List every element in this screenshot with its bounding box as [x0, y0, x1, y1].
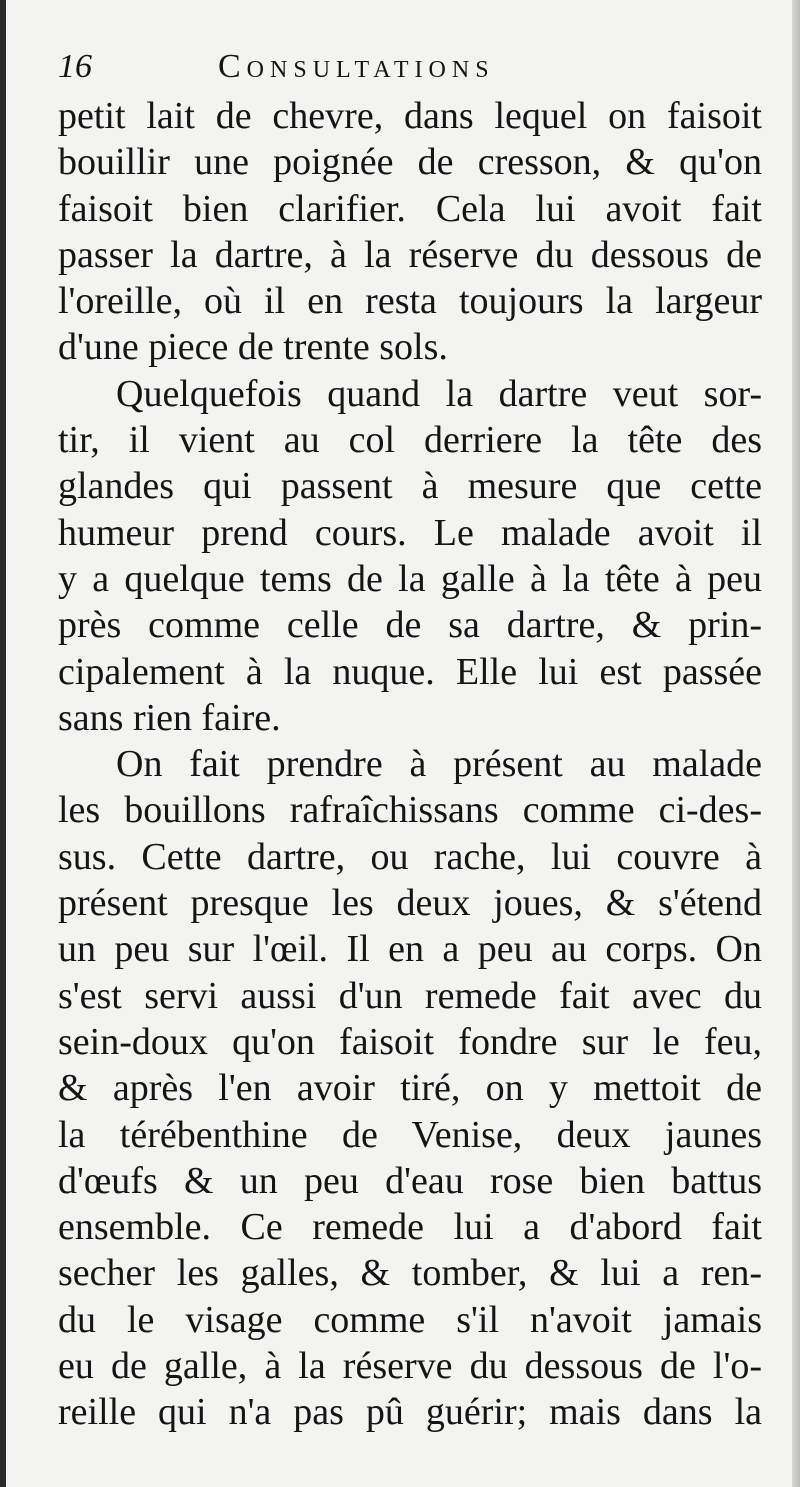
text-line: la térébenthine de Venise, deux jaunes: [58, 1113, 762, 1156]
text-line: & après l'en avoir tiré, on y mettoit de: [58, 1067, 762, 1110]
text-line: d'œufs & un peu d'eau rose bien battus: [58, 1159, 762, 1202]
text-line: sans rien faire.: [58, 696, 281, 739]
text-line: humeur prend cours. Le malade avoit il: [58, 511, 762, 554]
text-line: près comme celle de sa dartre, & prin-: [58, 604, 762, 647]
text-line: y a quelque tems de la galle à la tête à peu: [58, 557, 762, 600]
paragraph-1: [58, 93, 762, 371]
text-line: sein-doux qu'on faisoit fondre sur le feu,: [58, 1020, 762, 1063]
text-line: du le visage comme s'il n'avoit jamais: [58, 1298, 762, 1341]
text-line: secher les galles, & tomber, & lui a ren-: [58, 1252, 762, 1295]
running-head: [58, 44, 760, 94]
text-line: s'est servi aussi d'un remede fait avec du: [58, 974, 762, 1017]
text-line: reille qui n'a pas pû guérir; mais dans la: [58, 1391, 762, 1434]
text-line: sus. Cette dartre, ou rache, lui couvre à: [58, 835, 762, 878]
text-line: glandes qui passent à mesure que cette: [58, 465, 762, 508]
text-line: passer la dartre, à la réserve du dessous de: [58, 233, 762, 276]
text-line: présent presque les deux joues, & s'étend: [58, 882, 762, 925]
paragraph-2: [58, 371, 762, 741]
text-line: petit lait de chevre, dans lequel on faisoit: [58, 95, 762, 137]
text-line: l'oreille, où il en resta toujours la largeur: [58, 280, 762, 323]
text-line: tir, il vient au col derriere la tête des: [58, 419, 762, 462]
text-line: un peu sur l'œil. Il en a peu au corps. On: [58, 928, 762, 971]
text-line: faisoit bien clarifier. Cela lui avoit fait: [58, 187, 762, 230]
text-line: cipalement à la nuque. Elle lui est passée: [58, 650, 762, 693]
text-line: les bouillons rafraîchissans comme ci-des-: [58, 789, 762, 832]
text-line: d'une piece de trente sols.: [58, 326, 448, 369]
text-line: On fait prendre à présent au malade: [116, 743, 762, 786]
paragraph-3: [58, 741, 762, 1435]
text-line: eu de galle, à la réserve du dessous de l'o-: [58, 1345, 762, 1388]
text-line: bouillir une poignée de cresson, & qu'on: [58, 141, 762, 184]
running-title: Consultations: [218, 48, 495, 85]
body-text: [58, 93, 762, 1436]
text-line: Quelquefois quand la dartre veut sor-: [116, 372, 762, 415]
text-line: ensemble. Ce remede lui a d'abord fait: [58, 1206, 762, 1249]
page-number: 16: [58, 48, 92, 85]
